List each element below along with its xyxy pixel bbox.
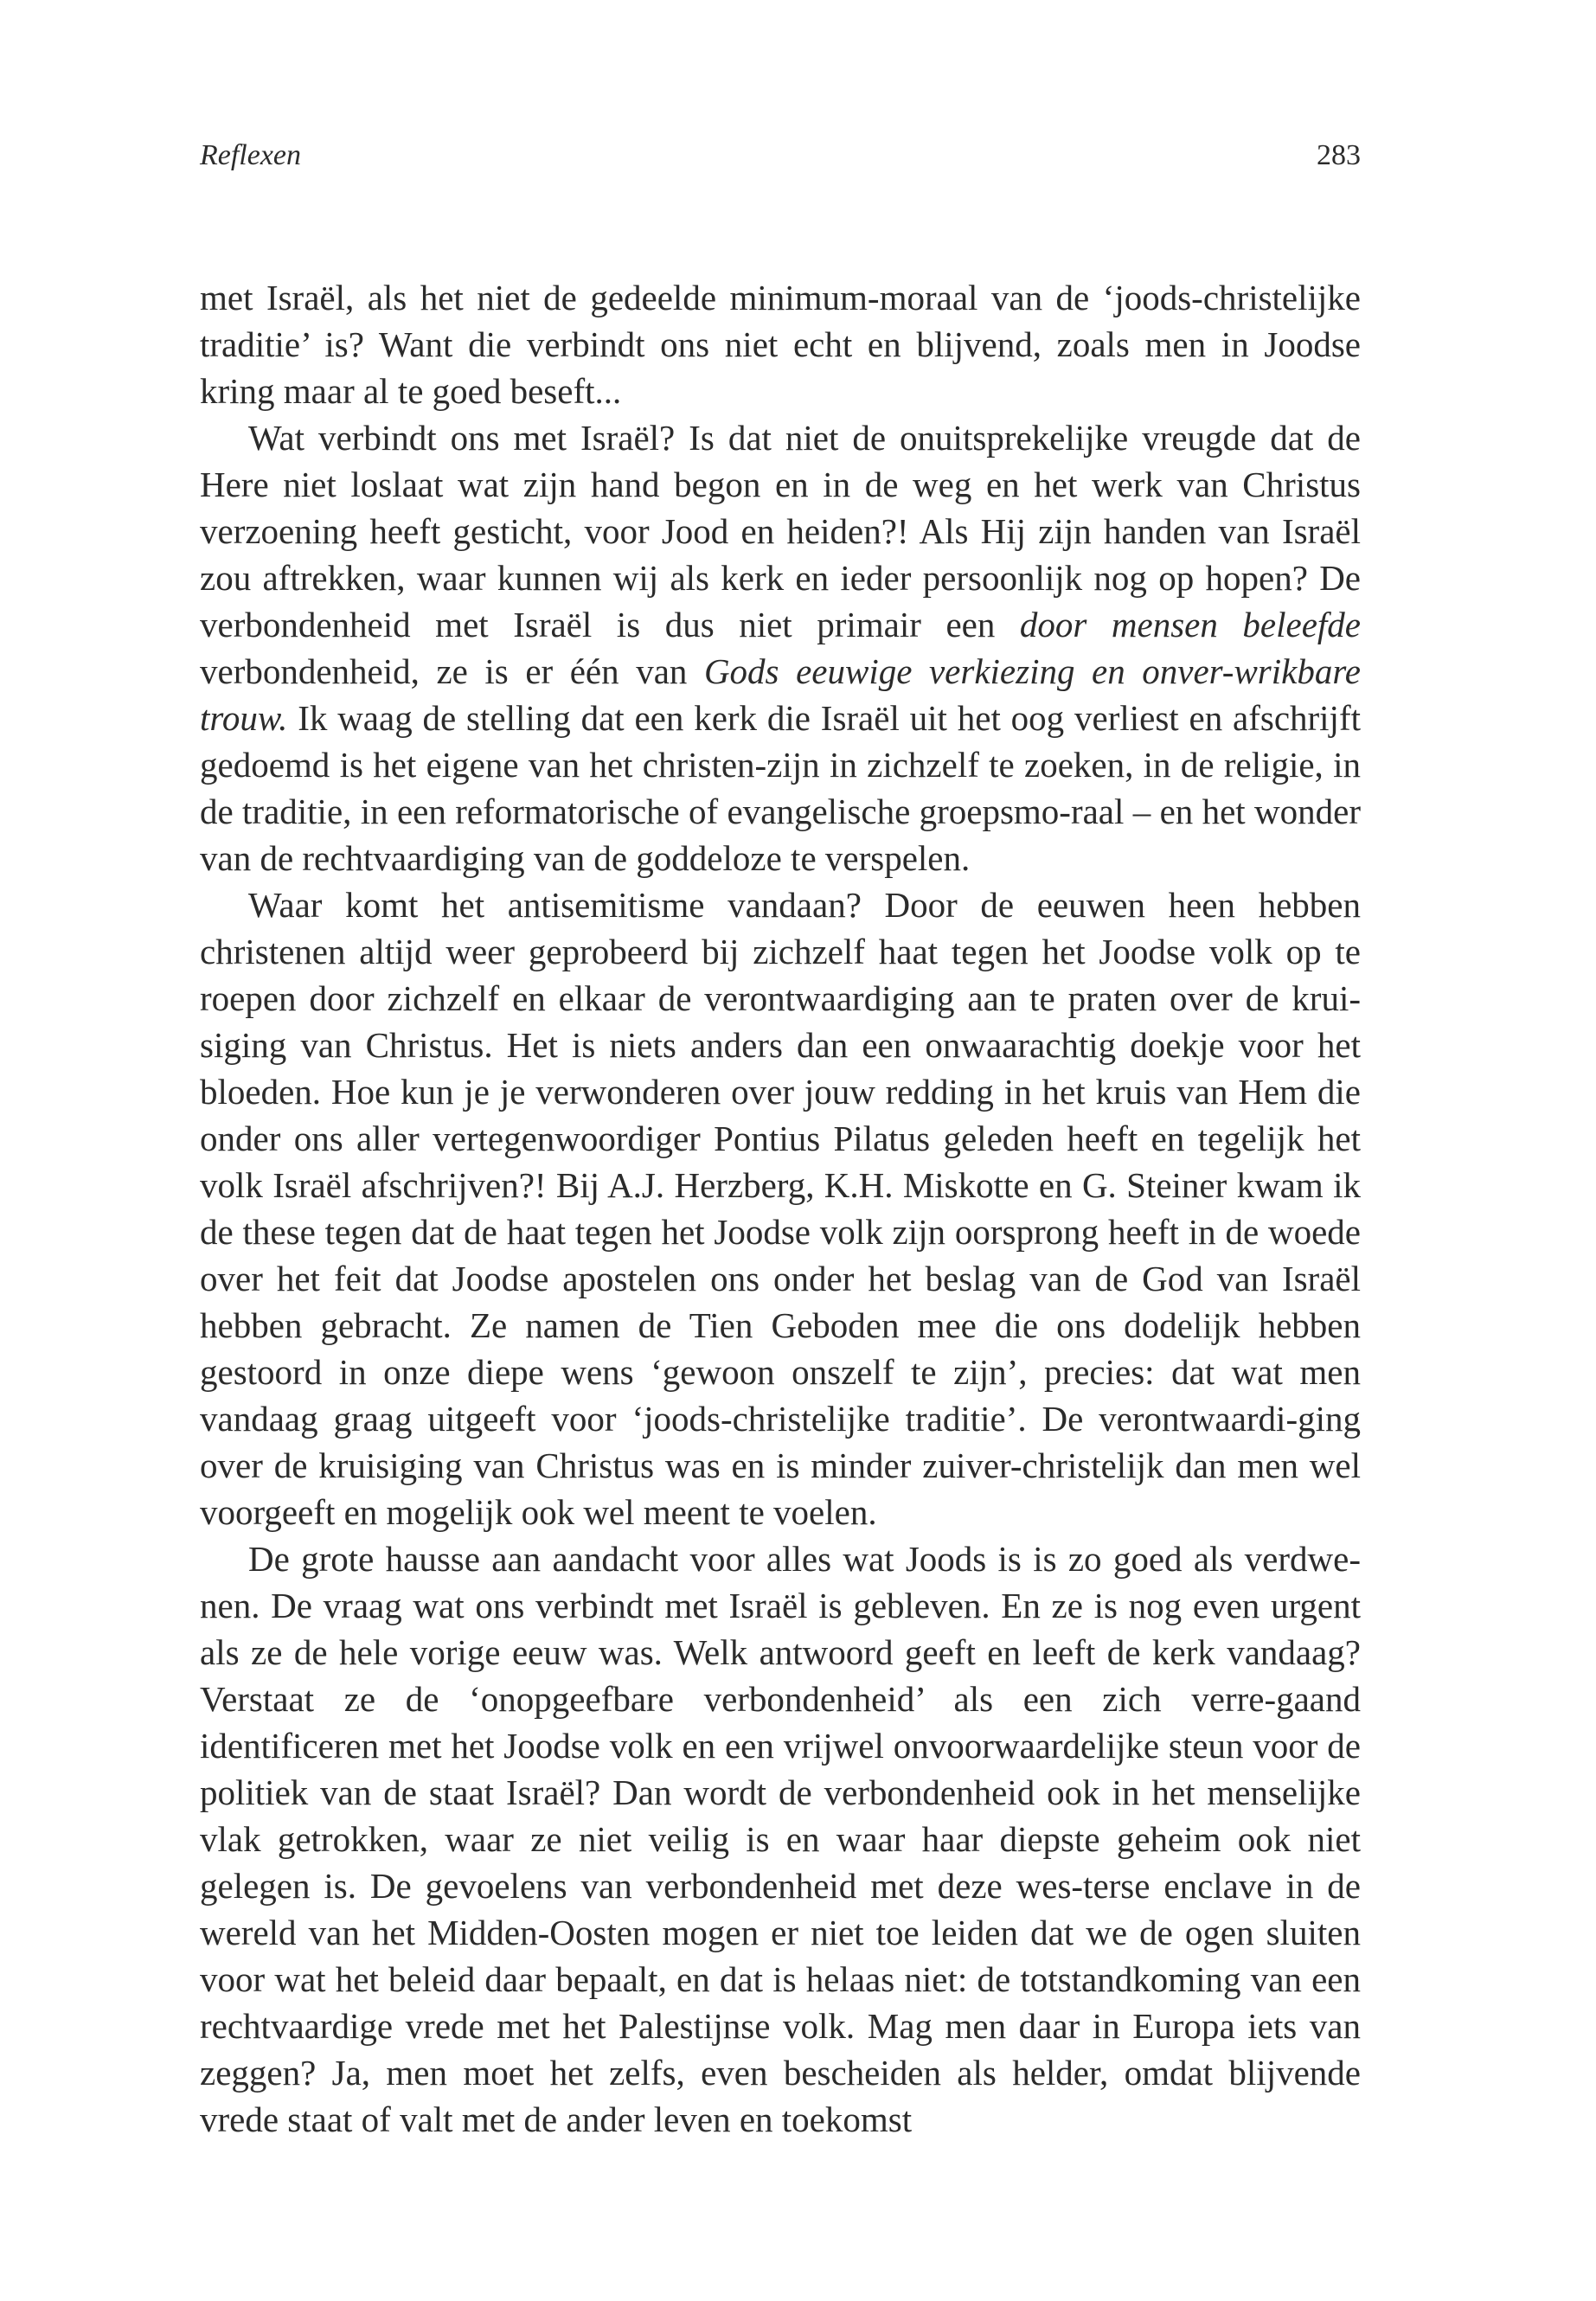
body-text [200,274,1361,2143]
italic-phrase: door mensen beleefde [1019,605,1361,644]
page-number: 283 [1317,139,1361,171]
text-segment: Wat verbindt ons met Israël? Is dat niet de onuitsprekelijke vreugde dat de Here niet loslaat wat zijn hand begon en in de weg en het werk van Christus verzoening heeft gesticht, voor Jood en heiden?! Als Hij zijn handen van Israël zou aftrekken, waar kunnen wij als kerk en ieder persoonlijk nog op hopen? De verbondenheid met Israël is dus niet primair een [200,418,1361,644]
running-title: Reflexen [200,139,302,171]
paragraph [200,414,1361,881]
paragraph [200,1535,1361,2143]
text-segment: verbondenheid, ze is er één van [200,651,704,691]
italic-phrase: Gods eeuwige verkiezing en onver-wrikbare trouw. [200,651,1361,738]
text-segment: met Israël, als het niet de gedeelde minimum-moraal van de ‘joods-christelijke traditie’ is? Want die verbindt ons niet echt en blijvend, zoals men in Joodse kring maar al te goed beseft... [200,278,1361,411]
running-header [200,138,1361,173]
paragraph [200,274,1361,414]
text-segment: De grote hausse aan aandacht voor alles wat Joods is is zo goed als verdwe-nen. De vraag wat ons verbindt met Israël is gebleven. En ze is nog even urgent als ze de hele vorige eeuw was. Welk antwoord geeft en leeft de kerk vandaag? Verstaat ze de ‘onopgeefbare verbondenheid’ als een zich verre-gaand identificeren met het Joodse volk en een vrijwel onvoorwaardelijke steun voor de politiek van de staat Israël? Dan wordt de verbondenheid ook in het menselijke vlak getrokken, waar ze niet veilig is en waar haar diepste geheim ook niet gelegen is. De gevoelens van verbondenheid met deze wes-terse enclave in de wereld van het Midden-Oosten mogen er niet toe leiden dat we de ogen sluiten voor wat het beleid daar bepaalt, en dat is helaas niet: de totstandkoming van een rechtvaardige vrede met het Palestijnse volk. Mag men daar in Europa iets van zeggen? Ja, men moet het zelfs, even bescheiden als helder, omdat blijvende vrede staat of valt met de ander leven en toekomst [200,1539,1361,2139]
text-segment: Waar komt het antisemitisme vandaan? Door de eeuwen heen hebben christenen altijd weer geprobeerd bij zichzelf haat tegen het Joodse volk op te roepen door zichzelf en elkaar de verontwaardiging aan te praten over de krui-siging van Christus. Het is niets anders dan een onwaarachtig doekje voor het bloeden. Hoe kun je je verwonderen over jouw redding in het kruis van Hem die onder ons aller vertegenwoordiger Pontius Pilatus geleden heeft en tegelijk het volk Israël afschrijven?! Bij A.J. Herzberg, K.H. Miskotte en G. Steiner kwam ik de these tegen dat de haat tegen het Joodse volk zijn oorsprong heeft in de woede over het feit dat Joodse apostelen ons onder het beslag van de God van Israël hebben gebracht. Ze namen de Tien Geboden mee die ons dodelijk hebben gestoord in onze diepe wens ‘gewoon onszelf te zijn’, precies: dat wat men vandaag graag uitgeeft voor ‘joods-christelijke traditie’. De verontwaardi-ging over de kruisiging van Christus was en is minder zuiver-christelijk dan men wel voorgeeft en mogelijk ook wel meent te voelen. [200,885,1361,1532]
text-segment: Ik waag de stelling dat een kerk die Israël uit het oog verliest en afschrijft gedoemd is het eigene van het christen-zijn in zichzelf te zoeken, in de religie, in de traditie, in een reformatorische of evangelische groepsmo-raal – en het wonder van de rechtvaardiging van de goddeloze te verspelen. [200,698,1361,878]
paragraph [200,881,1361,1535]
